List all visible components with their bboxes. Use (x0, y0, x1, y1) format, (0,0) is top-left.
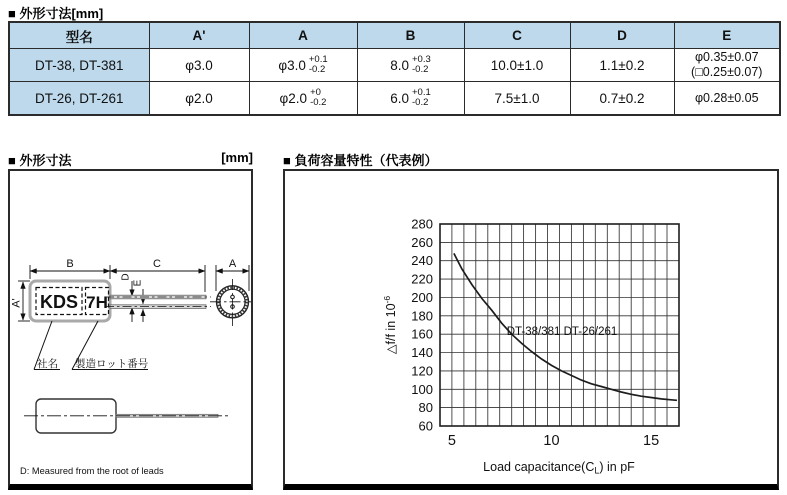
d-cell: 1.1±0.2 (570, 49, 674, 82)
model-cell: DT-26, DT-261 (9, 82, 149, 116)
company-name-label: 社名 (37, 358, 58, 370)
lot-number-label: 製造ロット番号 (75, 358, 149, 370)
dim-aprime-label: A' (10, 298, 23, 308)
svg-text:15: 15 (643, 433, 660, 449)
table-header-row (9, 22, 780, 49)
marking-lot: 7H (86, 293, 108, 312)
svg-text:5: 5 (447, 433, 456, 449)
dim-c-label: C (153, 258, 161, 270)
b-cell: 6.0 +0.1 -0.2 (357, 82, 464, 116)
model-cell: DT-38, DT-381 (9, 49, 149, 82)
c-cell: 7.5±1.0 (464, 82, 570, 116)
outline-drawing (10, 171, 251, 484)
col-header-a: A (249, 22, 357, 49)
load-capacitance-panel (283, 169, 779, 490)
e-cell: φ0.28±0.05 (674, 82, 780, 116)
lead-note: D: Measured from the root of leads (20, 466, 164, 476)
svg-text:160: 160 (411, 326, 433, 342)
table-row (9, 82, 780, 116)
svg-text:180: 180 (411, 308, 433, 324)
col-header-aprime: A' (149, 22, 249, 49)
dim-e-label: E (132, 279, 144, 287)
dimensions-table (8, 21, 781, 116)
svg-text:120: 120 (411, 363, 433, 379)
table-row (9, 49, 780, 82)
dimensions-table-title: ■ 外形寸法[mm] (8, 6, 104, 21)
y-axis-label: △f/f in $10^{-6}$ (382, 295, 398, 355)
drawing-section-title (8, 150, 253, 169)
d-cell: 0.7±0.2 (570, 82, 674, 116)
chart-section-title: ■ 負荷容量特性（代表例） (283, 153, 438, 168)
col-header-d: D (570, 22, 674, 49)
crystal-side-view (30, 281, 211, 321)
c-cell: 10.0±1.0 (464, 49, 570, 82)
aprime-cell: φ2.0 (149, 82, 249, 116)
svg-text:DT-38/381 DT-26/261: DT-38/381 DT-26/261 (506, 326, 618, 339)
e-cell: φ0.35±0.07 (□0.25±0.07) (674, 49, 780, 82)
svg-text:280: 280 (411, 216, 433, 232)
svg-text:220: 220 (411, 271, 433, 287)
load-capacitance-chart (285, 171, 777, 484)
b-cell: 8.0 +0.3 -0.2 (357, 49, 464, 82)
svg-text:100: 100 (411, 381, 433, 397)
chart-plot-area (411, 217, 679, 450)
crystal-second-view (24, 399, 230, 433)
drawing-unit: [mm] (221, 150, 253, 165)
drawing-title: ■ 外形寸法 (8, 153, 72, 168)
svg-text:10: 10 (543, 433, 560, 449)
marking-kds: KDS (39, 292, 79, 312)
a-cell: φ3.0 +0.1 -0.2 (249, 49, 357, 82)
svg-text:200: 200 (411, 290, 433, 305)
svg-text:140: 140 (411, 345, 433, 360)
dim-d-label: D (120, 273, 132, 281)
svg-text:60: 60 (418, 418, 433, 434)
dim-b-label: B (66, 258, 74, 270)
dim-a-label: A (228, 258, 237, 270)
col-header-c: C (464, 22, 570, 49)
x-axis-label: Load $capacitance(C_L)$ in pF (483, 460, 635, 476)
outline-drawing-panel (8, 169, 253, 490)
svg-text:240: 240 (411, 253, 433, 269)
marking-callouts (34, 321, 149, 370)
col-header-b: B (357, 22, 464, 49)
a-cell: φ2.0 +0 -0.2 (249, 82, 357, 116)
aprime-cell: φ3.0 (149, 49, 249, 82)
svg-text:260: 260 (411, 234, 433, 250)
col-header-e: E (674, 22, 780, 49)
col-header-model: 型名 (9, 22, 149, 49)
svg-text:80: 80 (418, 400, 433, 416)
